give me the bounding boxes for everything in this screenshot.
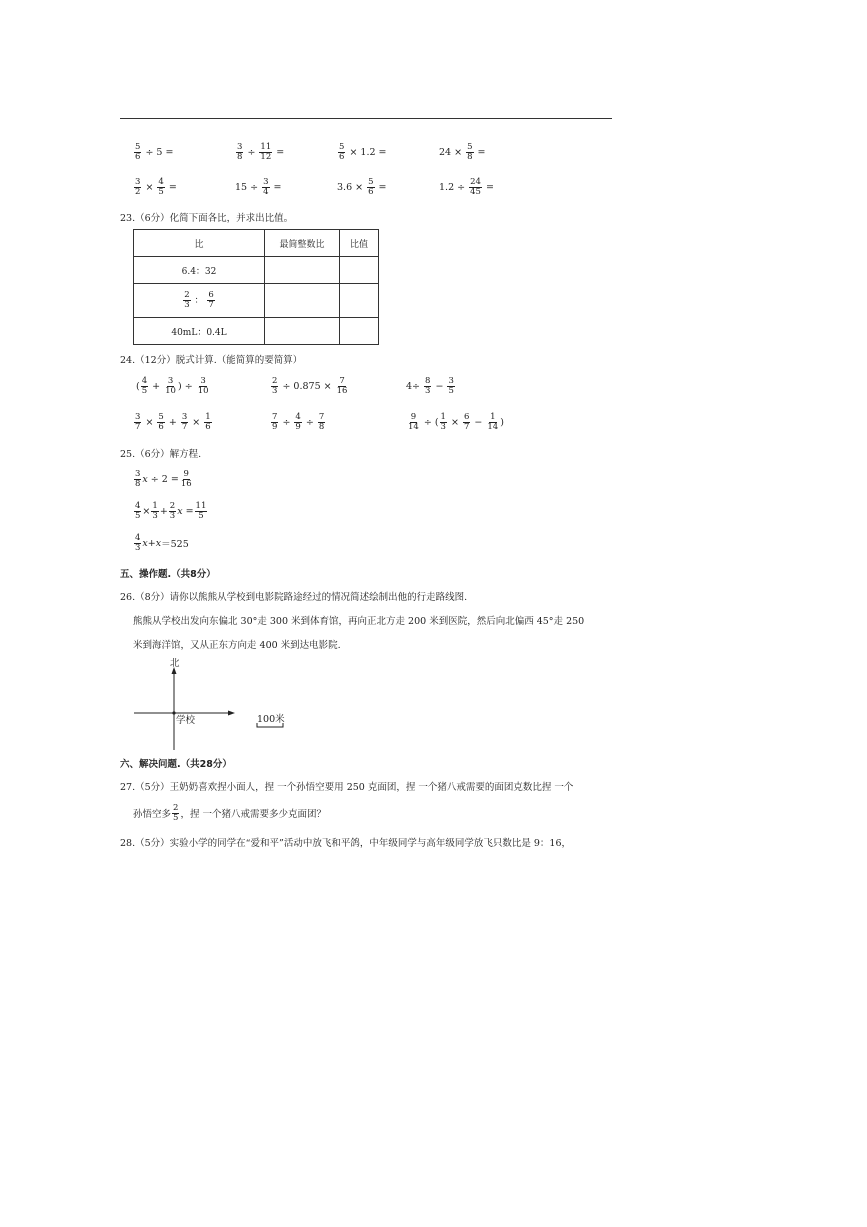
q27-text-2 — [133, 800, 326, 826]
calc-item: 24 × $\frac{5}{8}$ = — [439, 141, 486, 162]
school-label: 学校 — [176, 715, 196, 726]
q26-title: 26.（8分）请你以熊熊从学校到电影院路途经过的情况简述绘制出他的行走路线图. — [120, 592, 468, 603]
q24-row-2 — [133, 409, 504, 435]
table-cell: 6.4：32 — [134, 257, 265, 284]
east-arrow-icon — [228, 711, 235, 716]
fraction-numerator: 2 — [173, 802, 179, 813]
calc-item: $\frac{5}{6}$ ÷ 5 = — [135, 141, 174, 162]
answer-cell[interactable] — [340, 257, 379, 284]
calc-item: $\frac{3}{2}$ × $\frac{4}{5}$ = — [135, 176, 177, 197]
expr-item: 4÷ $\frac{8}{3}$ − $\frac{3}{5}$ — [406, 375, 454, 396]
q26-text-2: 米到海洋馆，又从正东方向走 400 米到达电影院. — [133, 640, 341, 651]
header-rule — [120, 118, 612, 119]
expr-item: $\frac{2}{3}$ ÷ 0.875 × $\frac{7}{16}$ — [272, 375, 348, 396]
section-6-heading: 六、解决问题.（共28分） — [120, 759, 232, 770]
calc-item: $\frac{5}{6}$ × 1.2 = — [339, 141, 387, 162]
calc-item: 15 ÷ $\frac{3}{4}$ = — [235, 176, 282, 197]
table-header: 最简整数比 — [265, 230, 340, 257]
equation-2: $\frac{4}{5}$ × $\frac{1}{3}$ + $\frac{2}{3}$ x = $\frac{11}{5}$ — [135, 500, 207, 521]
expr-item: $\frac{3}{7}$ × $\frac{5}{6}$ + $\frac{3}{7}$ × $\frac{1}{6}$ — [135, 411, 211, 432]
q25-title: 25.（6分）解方程. — [120, 449, 202, 460]
q26-text-1: 熊熊从学校出发向东偏北 30°走 300 米到体育馆，再向正北方走 200 米到医院，然后向北偏西 45°走 250 — [133, 616, 585, 627]
q27-text-part: ，捏 一个猪八戒需要多少克面团？ — [180, 809, 326, 820]
expr-item: $\frac{7}{9}$ ÷ $\frac{4}{9}$ ÷ $\frac{7}{8}$ — [272, 411, 325, 432]
calc-item: $\frac{3}{8}$ ÷ $\frac{11}{12}$ = — [237, 141, 285, 162]
q28-text-1: 28.（5分）实验小学的同学在“爱和平”活动中放飞和平鸽，中年级同学与高年级同学放飞只数比是 9：16， — [120, 838, 572, 849]
section-5-heading: 五、操作题.（共8分） — [120, 569, 216, 580]
north-label: 北 — [170, 658, 180, 669]
expr-item: ( $\frac{4}{5}$ + $\frac{3}{10}$ ) ÷ $\frac{3}{10}$ — [136, 375, 209, 396]
answer-cell[interactable] — [340, 318, 379, 345]
answer-cell[interactable] — [265, 257, 340, 284]
equation-1: $\frac{3}{8}$ x ÷ 2 = $\frac{9}{16}$ — [135, 468, 192, 489]
calc-row-2 — [133, 174, 494, 200]
expr-item: $\frac{9}{14}$ ÷ ( $\frac{1}{3}$ × $\frac{6}{7}$ − $\frac{1}{14}$ ) — [408, 411, 504, 432]
ratio-table — [133, 229, 379, 345]
fraction-denominator: 5 — [173, 812, 179, 823]
table-header: 比值 — [340, 230, 379, 257]
q27-text-1: 27.（5分）王奶奶喜欢捏小面人，捏 一个孙悟空要用 250 克面团，捏 一个猪八戒需要的面团克数比捏 一个 — [120, 782, 574, 793]
table-cell: $\frac{2}{3}$ ： $\frac{6}{7}$ — [134, 284, 265, 318]
q24-row-1 — [136, 373, 456, 399]
route-diagram — [130, 650, 300, 757]
answer-cell[interactable] — [340, 284, 379, 318]
calc-item: 3.6 × $\frac{5}{6}$ = — [337, 176, 387, 197]
calc-row-1 — [133, 139, 486, 165]
table-header: 比 — [134, 230, 265, 257]
scale-label: 100米 — [257, 714, 285, 725]
q27-text-part: 孙悟空多 — [133, 809, 172, 820]
q23-title: 23.（6分）化简下面各比，并求出比值。 — [120, 213, 294, 224]
calc-item: 1.2 ÷ $\frac{24}{45}$ = — [439, 176, 494, 197]
table-cell: 40mL：0.4L — [134, 318, 265, 345]
equation-3: $\frac{4}{3}$ x + x ＝525 — [135, 532, 189, 553]
answer-cell[interactable] — [265, 284, 340, 318]
q24-title: 24.（12分）脱式计算.（能简算的要简算） — [120, 355, 303, 366]
answer-cell[interactable] — [265, 318, 340, 345]
